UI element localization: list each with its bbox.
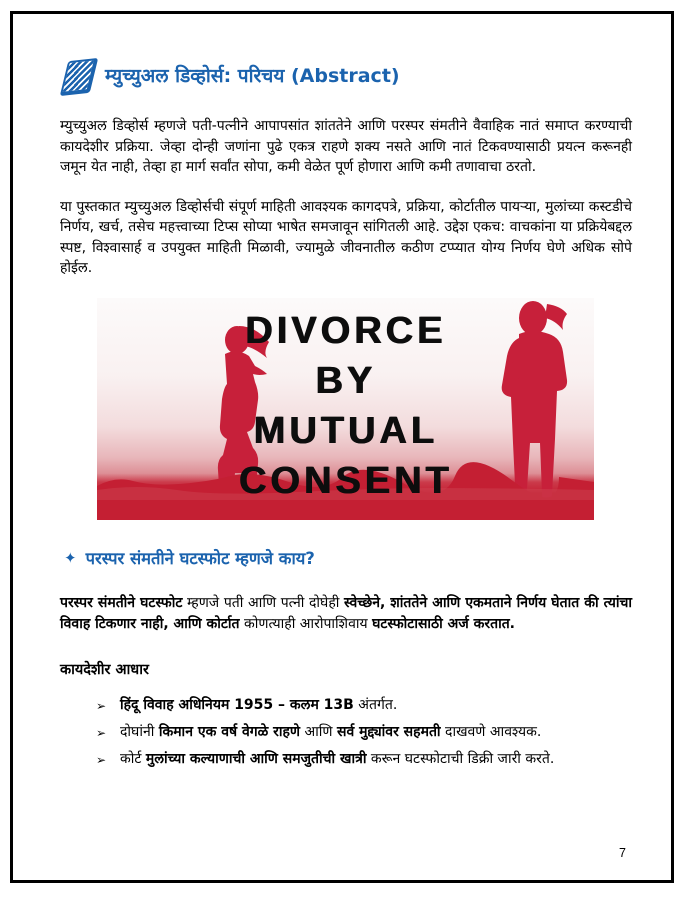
list-item (96, 695, 632, 715)
intro-paragraph-1: म्युच्युअल डिव्होर्स म्हणजे पती-पत्नीने आपापसांत शांततेने आणि परस्पर संमतीने वैवाहिक नातं समाप्त करण्याची कायदेशीर प्रक्रिया. जेव्हा दोन्ही जणांना पुढे एकत्र राहणे शक्य नसते आणि नातं टिकवण्यासाठी प्रयत्न करूनही जमून येत नाही, तेव्हा हा मार्ग सर्वांत सोपा, कमी वेळेत पूर्ण होणारा आणि कमी तणावाचा ठरतो. (60, 118, 632, 175)
section-heading: परस्पर संमतीने घटस्फोट म्हणजे काय? (85, 548, 315, 568)
arrow-bullet-icon: ➢ (96, 752, 107, 767)
definition-paragraph: परस्पर संमतीने घटस्फोट म्हणजे पती आणि पत्नी दोघेही स्वेच्छेने, शांततेने आणि एकमताने निर्णय घेतात की त्यांचा विवाह टिकणार नाही, आणि कोर्टात कोणत्याही आरोपाशिवाय घटस्फोटासाठी अर्ज करतात. (60, 594, 632, 632)
divorce-by-mutual-consent-image (97, 298, 594, 520)
diamond-bullet-icon: ✦ (64, 548, 77, 567)
document-title-row (64, 60, 632, 94)
hero-caption (97, 306, 594, 506)
striped-book-icon (60, 58, 98, 96)
list-item-text: हिंदू विवाह अधिनियम 1955 – कलम 13B अंतर्गत. (120, 696, 398, 713)
page-content (60, 60, 632, 776)
page-title: म्युच्युअल डिव्होर्स: परिचय (Abstract) (105, 65, 400, 88)
arrow-bullet-icon: ➢ (96, 725, 107, 740)
hero-caption-line-1: DIVORCE (244, 309, 447, 352)
section-heading-row (64, 546, 632, 569)
arrow-bullet-icon: ➢ (96, 698, 107, 713)
legal-basis-subheading: कायदेशीर आधार (60, 661, 149, 678)
legal-basis-list (60, 695, 632, 769)
list-item (96, 749, 632, 769)
page-number: 7 (619, 846, 626, 860)
hero-caption-line-4: CONSENT (238, 459, 453, 502)
list-item (96, 722, 632, 742)
hero-caption-line-3: MUTUAL (253, 409, 438, 452)
intro-paragraph-2: या पुस्तकात म्युच्युअल डिव्होर्सची संपूर्ण माहिती आवश्यक कागदपत्रे, प्रक्रिया, कोर्टातील पायऱ्या, मुलांच्या कस्टडीचे निर्णय, खर्च, तसेच महत्त्वाच्या टिप्स सोप्या भाषेत समजावून सांगितली आहे. उद्देश एकच: वाचकांना या प्रक्रियेबद्दल स्पष्ट, विश्वासार्ह व उपयुक्त माहिती मिळावी, ज्यामुळे जीवनातील कठीण टप्प्यात योग्य निर्णय घेणे अधिक सोपे होईल. (60, 198, 632, 276)
list-item-text: कोर्ट मुलांच्या कल्याणाची आणि समजुतीची खात्री करून घटस्फोटाची डिक्री जारी करते. (120, 750, 555, 767)
list-item-text: दोघांनी किमान एक वर्ष वेगळे राहणे आणि सर्व मुद्द्यांवर सहमती दाखवणे आवश्यक. (120, 723, 542, 740)
hero-caption-line-2: BY (315, 359, 376, 402)
